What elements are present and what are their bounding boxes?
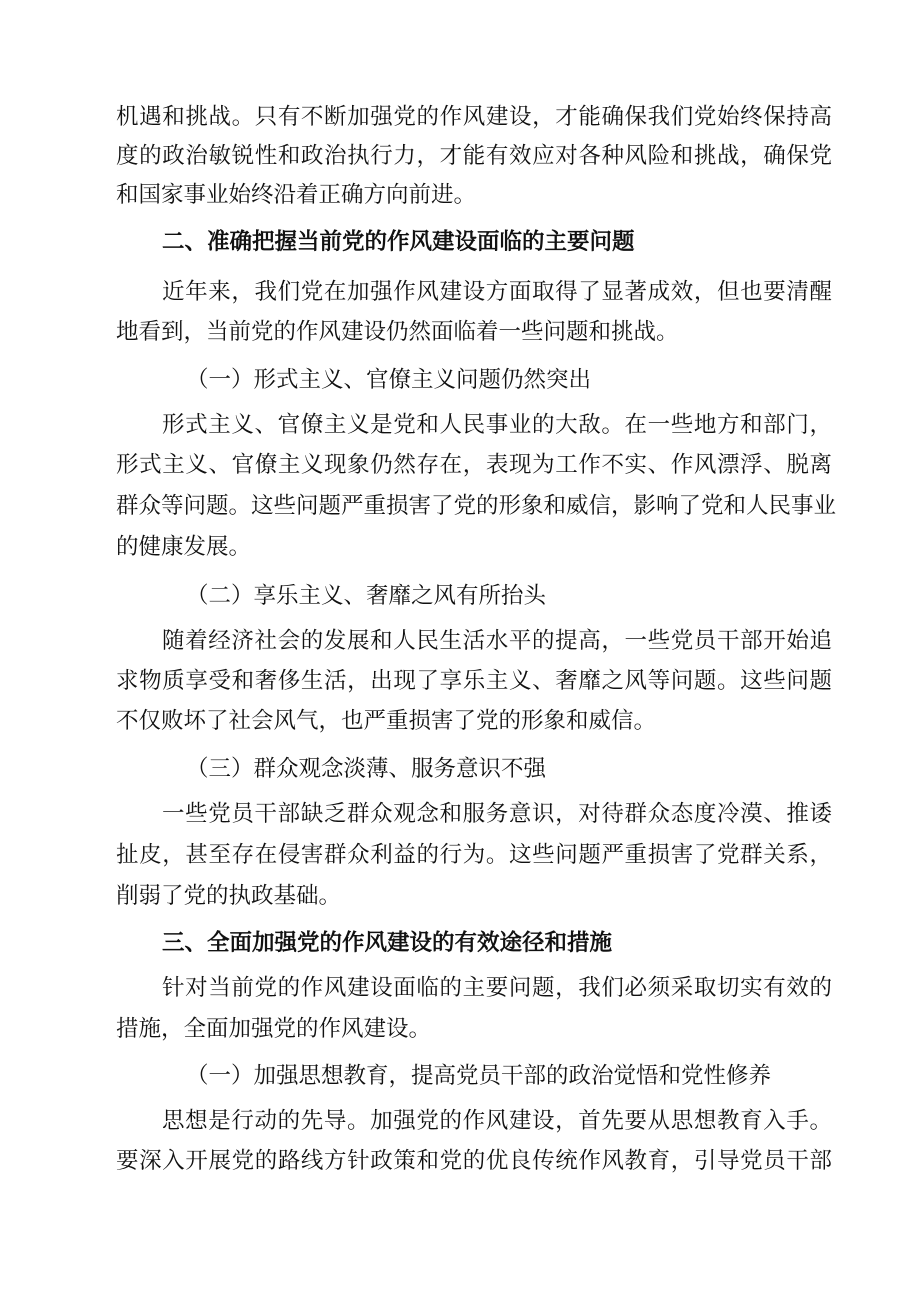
paragraph-line: 机遇和挑战。只有不断加强党的作风建设，才能确保我们党始终保持高: [116, 104, 832, 130]
paragraph-line: 不仅败坏了社会风气，也严重损害了党的形象和威信。: [116, 708, 657, 734]
paragraph-line: 思想是行动的先导。加强党的作风建设，首先要从思想教育入手。: [162, 1108, 832, 1134]
section-heading-3: 三、全面加强党的作风建设的有效途径和措施: [162, 930, 613, 956]
subsection-heading-1: （一）加强思想教育，提高党员干部的政治觉悟和党性修养: [186, 1063, 772, 1089]
paragraph-line: 和国家事业始终沿着正确方向前进。: [116, 182, 477, 208]
paragraph-line: 近年来，我们党在加强作风建设方面取得了显著成效，但也要清醒: [162, 279, 832, 305]
section-heading-2: 二、准确把握当前党的作风建设面临的主要问题: [162, 229, 635, 255]
paragraph-line: 针对当前党的作风建设面临的主要问题，我们必须采取切实有效的: [162, 975, 832, 1001]
paragraph-line: 形式主义、官僚主义是党和人民事业的大敌。在一些地方和部门，: [162, 412, 832, 438]
paragraph-line: 扯皮，甚至存在侵害群众利益的行为。这些问题严重损害了党群关系，: [116, 842, 832, 868]
paragraph-line: 削弱了党的执政基础。: [116, 883, 342, 909]
subsection-heading-1: （一）形式主义、官僚主义问题仍然突出: [186, 367, 592, 393]
paragraph-line: 随着经济社会的发展和人民生活水平的提高，一些党员干部开始追: [162, 628, 832, 654]
paragraph-line: 求物质享受和奢侈生活，出现了享乐主义、奢靡之风等问题。这些问题: [116, 668, 832, 694]
paragraph-line: 要深入开展党的路线方针政策和党的优良传统作风教育，引导党员干部: [116, 1148, 832, 1174]
paragraph-line: 地看到，当前党的作风建设仍然面临着一些问题和挑战。: [116, 319, 679, 345]
paragraph-line: 度的政治敏锐性和政治执行力，才能有效应对各种风险和挑战，确保党: [116, 143, 832, 169]
paragraph-line: 群众等问题。这些问题严重损害了党的形象和威信，影响了党和人民事业: [116, 493, 837, 519]
paragraph-line: 措施，全面加强党的作风建设。: [116, 1016, 432, 1042]
subsection-heading-3: （三）群众观念淡薄、服务意识不强: [186, 756, 547, 782]
subsection-heading-2: （二）享乐主义、奢靡之风有所抬头: [186, 583, 547, 609]
paragraph-line: 一些党员干部缺乏群众观念和服务意识，对待群众态度冷漠、推诿: [162, 801, 832, 827]
paragraph-line: 形式主义、官僚主义现象仍然存在，表现为工作不实、作风漂浮、脱离: [116, 452, 832, 478]
paragraph-line: 的健康发展。: [116, 534, 252, 560]
